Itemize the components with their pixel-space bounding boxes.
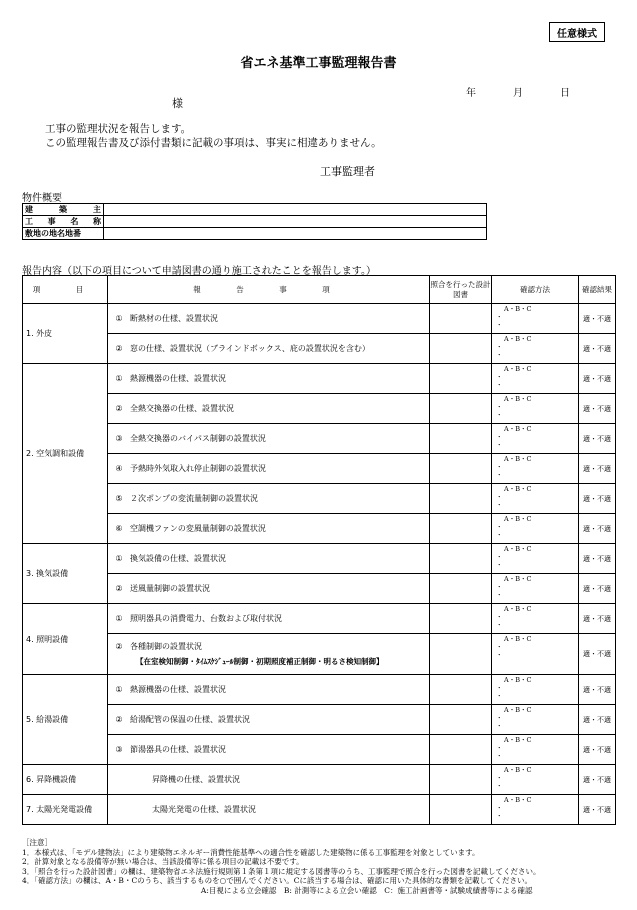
addressee-suffix: 様 <box>172 97 183 110</box>
supervisor-label: 工事監理者 <box>320 165 375 178</box>
method-bullet: ・ <box>496 433 503 441</box>
drawings-cell[interactable] <box>430 574 492 604</box>
item-text: 給湯配管の保温の仕様、設置状況 <box>130 715 250 724</box>
col-item: 項 目 <box>23 276 108 304</box>
method-options: A・B・C <box>504 485 532 493</box>
report-item <box>108 424 430 454</box>
method-cell[interactable] <box>492 795 579 825</box>
report-row <box>23 394 616 424</box>
method-bullet: ・ <box>496 692 503 700</box>
report-item <box>108 795 430 825</box>
result-cell[interactable]: 適・不適 <box>579 484 616 514</box>
method-options: A・B・C <box>504 796 532 804</box>
item-number: ① <box>115 554 123 563</box>
form-type-badge: 任意様式 <box>549 22 605 42</box>
drawings-cell[interactable] <box>430 604 492 634</box>
item-subtext: 【在室検知制御・ﾀｲﾑｽｹｼﾞｭｰﾙ制御・初期照度補正制御・明るさ検知制御】 <box>136 657 384 666</box>
report-row <box>23 454 616 484</box>
item-text: 熱源機器の仕様、設置状況 <box>130 685 226 694</box>
report-item <box>108 765 430 795</box>
date-year-label: 年 <box>466 88 476 99</box>
method-options: A・B・C <box>504 736 532 744</box>
property-label <box>23 228 104 240</box>
drawings-cell[interactable] <box>430 334 492 364</box>
date-day-label: 日 <box>560 88 570 99</box>
drawings-cell[interactable] <box>430 795 492 825</box>
drawings-cell[interactable] <box>430 735 492 765</box>
property-row <box>23 216 487 228</box>
result-cell[interactable]: 適・不適 <box>579 735 616 765</box>
category-label: 3. 換気設備 <box>23 544 108 604</box>
notes-line: ［注意］ <box>22 838 52 847</box>
report-row <box>23 604 616 634</box>
result-cell[interactable]: 適・不適 <box>579 454 616 484</box>
item-number: ② <box>115 404 123 413</box>
report-row <box>23 424 616 454</box>
report-row <box>23 574 616 604</box>
owner-label: 建 築 主 <box>25 205 101 214</box>
method-cell[interactable] <box>492 634 579 675</box>
report-item <box>108 604 430 634</box>
method-bullet: ・ <box>496 744 503 752</box>
report-row <box>23 735 616 765</box>
category-label: 1. 外皮 <box>23 304 108 364</box>
item-number: ④ <box>115 464 123 473</box>
method-bullet: ・ <box>496 812 503 820</box>
method-cell[interactable] <box>492 304 579 334</box>
item-number: ② <box>115 584 123 593</box>
report-item <box>108 304 430 334</box>
method-cell[interactable] <box>492 424 579 454</box>
method-cell[interactable] <box>492 544 579 574</box>
item-number: ③ <box>115 434 123 443</box>
report-item <box>108 334 430 364</box>
property-label <box>23 204 104 216</box>
method-cell[interactable] <box>492 364 579 394</box>
method-bullet: ・ <box>496 501 503 509</box>
intro-line-2: この監理報告書及び添付書類に記載の事項は、事実に相違ありません。 <box>45 137 382 149</box>
item-text: 窓の仕様、設置状況（ブラインドボックス、庇の設置状況を含む） <box>130 344 370 353</box>
notes <box>22 838 541 896</box>
result-cell[interactable]: 適・不適 <box>579 364 616 394</box>
item-text: 各種制御の設置状況 <box>130 642 202 651</box>
intro-line-1: 工事の監理状況を報告します。 <box>45 123 192 135</box>
result-cell[interactable]: 適・不適 <box>579 394 616 424</box>
col-result: 確認結果 <box>579 276 616 304</box>
method-cell[interactable] <box>492 454 579 484</box>
item-number: ⑤ <box>115 494 123 503</box>
item-text: 節湯器具の仕様、設置状況 <box>130 745 226 754</box>
report-item <box>108 574 430 604</box>
method-bullet: ・ <box>496 651 503 659</box>
report-row <box>23 795 616 825</box>
report-item <box>108 705 430 735</box>
item-number: ① <box>115 685 123 694</box>
report-item <box>108 454 430 484</box>
item-number: ① <box>115 314 123 323</box>
result-cell[interactable]: 適・不適 <box>579 544 616 574</box>
item-number: ③ <box>115 745 123 754</box>
category-label: 5. 給湯設備 <box>23 675 108 765</box>
project-name-label: 工 事 名 称 <box>25 217 101 226</box>
site-address-label: 敷地の地名地番 <box>25 229 81 238</box>
notes-line: 4．「確認方法」の欄は、A・B・Cのうち、該当するものを○で囲んでください。Cに該当する場合は、確認に用いた具体的な書類を記載してください。 <box>22 876 532 886</box>
notes-legend: A:目視による立会確認 B: 計測等による立会い確認 C：施工計画書等・試験成績書等による確認 <box>200 885 533 895</box>
report-item <box>108 675 430 705</box>
method-options: A・B・C <box>504 515 532 523</box>
report-row <box>23 304 616 334</box>
category-label: 4. 照明設備 <box>23 604 108 675</box>
method-options: A・B・C <box>504 395 532 403</box>
method-options: A・B・C <box>504 425 532 433</box>
method-options: A・B・C <box>504 676 532 684</box>
drawings-cell[interactable] <box>430 454 492 484</box>
drawings-cell[interactable] <box>430 544 492 574</box>
report-row <box>23 705 616 735</box>
drawings-cell[interactable] <box>430 484 492 514</box>
item-text: 断熱材の仕様、設置状況 <box>130 314 218 323</box>
report-item <box>108 735 430 765</box>
method-bullet: ・ <box>496 463 503 471</box>
col-method: 確認方法 <box>492 276 579 304</box>
item-text: 照明器具の消費電力、台数および取付状況 <box>130 614 282 623</box>
method-options: A・B・C <box>504 365 532 373</box>
result-cell[interactable]: 適・不適 <box>579 765 616 795</box>
item-number: ② <box>115 642 123 651</box>
document-title: 省エネ基準工事監理報告書 <box>240 56 397 71</box>
drawings-cell[interactable] <box>430 514 492 544</box>
result-cell[interactable]: 適・不適 <box>579 304 616 334</box>
property-heading: 物件概要 <box>22 193 62 204</box>
item-text: ２次ポンプの変流量制御の設置状況 <box>130 494 258 503</box>
report-header-row <box>23 276 616 304</box>
col-drawings: 照合を行った設計図書 <box>430 276 492 304</box>
method-bullet: ・ <box>496 313 503 321</box>
result-cell[interactable]: 適・不適 <box>579 574 616 604</box>
report-table <box>22 275 616 825</box>
method-bullet: ・ <box>496 403 503 411</box>
result-cell[interactable]: 適・不適 <box>579 424 616 454</box>
property-label <box>23 216 104 228</box>
item-text: 太陽光発電の仕様、設置状況 <box>152 805 256 814</box>
item-number: ⑥ <box>115 524 123 533</box>
method-options: A・B・C <box>504 605 532 613</box>
report-item <box>108 484 430 514</box>
report-row <box>23 514 616 544</box>
date-month-label: 月 <box>513 88 523 99</box>
drawings-cell[interactable] <box>430 675 492 705</box>
method-bullet: ・ <box>496 714 503 722</box>
notes-line: 1．本様式は、「モデル建物法」により建築物エネルギー消費性能基準への適合性を確認した建築物に係る工事監理を対象としています。 <box>22 847 480 857</box>
result-cell[interactable]: 適・不適 <box>579 634 616 675</box>
notes-line: 2．計算対象となる設備等が無い場合は、当該設備等に係る項目の記載は不要です。 <box>22 857 304 867</box>
property-row <box>23 228 487 240</box>
drawings-cell[interactable] <box>430 364 492 394</box>
method-bullet: ・ <box>496 471 503 479</box>
report-item <box>108 634 430 675</box>
report-item <box>108 544 430 574</box>
method-options: A・B・C <box>504 766 532 774</box>
report-row <box>23 634 616 675</box>
col-matter: 報 告 事 項 <box>108 276 430 304</box>
method-bullet: ・ <box>496 782 503 790</box>
method-options: A・B・C <box>504 305 532 313</box>
method-bullet: ・ <box>496 643 503 651</box>
method-cell[interactable] <box>492 514 579 544</box>
report-row <box>23 544 616 574</box>
method-cell[interactable] <box>492 394 579 424</box>
method-bullet: ・ <box>496 373 503 381</box>
drawings-cell[interactable] <box>430 765 492 795</box>
drawings-cell[interactable] <box>430 424 492 454</box>
category-label: 6. 昇降機設備 <box>23 765 108 795</box>
item-text: 換気設備の仕様、設置状況 <box>130 554 226 563</box>
method-bullet: ・ <box>496 621 503 629</box>
method-cell[interactable] <box>492 675 579 705</box>
method-options: A・B・C <box>504 335 532 343</box>
category-label: 2. 空気調和設備 <box>23 364 108 544</box>
result-cell[interactable]: 適・不適 <box>579 675 616 705</box>
report-item <box>108 394 430 424</box>
method-bullet: ・ <box>496 553 503 561</box>
result-cell[interactable]: 適・不適 <box>579 604 616 634</box>
method-cell[interactable] <box>492 604 579 634</box>
item-number: ① <box>115 614 123 623</box>
method-bullet: ・ <box>496 583 503 591</box>
method-bullet: ・ <box>496 613 503 621</box>
method-options: A・B・C <box>504 455 532 463</box>
report-row <box>23 765 616 795</box>
result-cell[interactable]: 適・不適 <box>579 514 616 544</box>
notes-line: 3．「照合を行った設計図書」の欄は、建築物省エネ法施行規則第１条第１項に規定する図書等のうち、工事監理で照合を行った図書を記載してください。 <box>22 866 541 876</box>
item-number: ② <box>115 344 123 353</box>
item-number: ① <box>115 374 123 383</box>
method-bullet: ・ <box>496 493 503 501</box>
report-heading: 報告内容（以下の項目について申請図書の通り施工されたことを報告します。） <box>22 266 376 277</box>
result-cell[interactable]: 適・不適 <box>579 795 616 825</box>
item-text: 送風量制御の設置状況 <box>130 584 210 593</box>
method-cell[interactable] <box>492 574 579 604</box>
method-bullet: ・ <box>496 343 503 351</box>
owner-value[interactable] <box>104 204 487 216</box>
method-bullet: ・ <box>496 804 503 812</box>
drawings-cell[interactable] <box>430 304 492 334</box>
item-text: 予熱時外気取入れ停止制御の設置状況 <box>130 464 266 473</box>
method-bullet: ・ <box>496 774 503 782</box>
drawings-cell[interactable] <box>430 705 492 735</box>
item-text: 昇降機の仕様、設置状況 <box>152 775 240 784</box>
item-text: 全熱交換器のバイパス制御の設置状況 <box>130 434 266 443</box>
project-name-value[interactable] <box>104 216 487 228</box>
report-row <box>23 675 616 705</box>
drawings-cell[interactable] <box>430 394 492 424</box>
method-options: A・B・C <box>504 545 532 553</box>
method-bullet: ・ <box>496 351 503 359</box>
method-bullet: ・ <box>496 684 503 692</box>
method-options: A・B・C <box>504 635 532 643</box>
report-row <box>23 334 616 364</box>
method-cell[interactable] <box>492 334 579 364</box>
method-options: A・B・C <box>504 575 532 583</box>
method-cell[interactable] <box>492 484 579 514</box>
item-text: 熱源機器の仕様、設置状況 <box>130 374 226 383</box>
item-number: ② <box>115 715 123 724</box>
method-bullet: ・ <box>496 321 503 329</box>
method-cell[interactable] <box>492 765 579 795</box>
result-cell[interactable]: 適・不適 <box>579 334 616 364</box>
property-table <box>22 203 487 240</box>
report-item <box>108 514 430 544</box>
drawings-cell[interactable] <box>430 634 492 675</box>
method-bullet: ・ <box>496 561 503 569</box>
property-row <box>23 204 487 216</box>
site-address-value[interactable] <box>104 228 487 240</box>
method-options: A・B・C <box>504 706 532 714</box>
method-bullet: ・ <box>496 722 503 730</box>
item-text: 全熱交換器の仕様、設置状況 <box>130 404 234 413</box>
method-bullet: ・ <box>496 752 503 760</box>
method-bullet: ・ <box>496 591 503 599</box>
method-cell[interactable] <box>492 735 579 765</box>
category-label: 7. 太陽光発電設備 <box>23 795 108 825</box>
report-row <box>23 364 616 394</box>
method-bullet: ・ <box>496 381 503 389</box>
report-row <box>23 484 616 514</box>
method-bullet: ・ <box>496 441 503 449</box>
result-cell[interactable]: 適・不適 <box>579 705 616 735</box>
method-bullet: ・ <box>496 531 503 539</box>
item-text: 空調機ファンの変風量制御の設置状況 <box>130 524 266 533</box>
method-bullet: ・ <box>496 411 503 419</box>
method-cell[interactable] <box>492 705 579 735</box>
method-bullet: ・ <box>496 523 503 531</box>
report-item <box>108 364 430 394</box>
